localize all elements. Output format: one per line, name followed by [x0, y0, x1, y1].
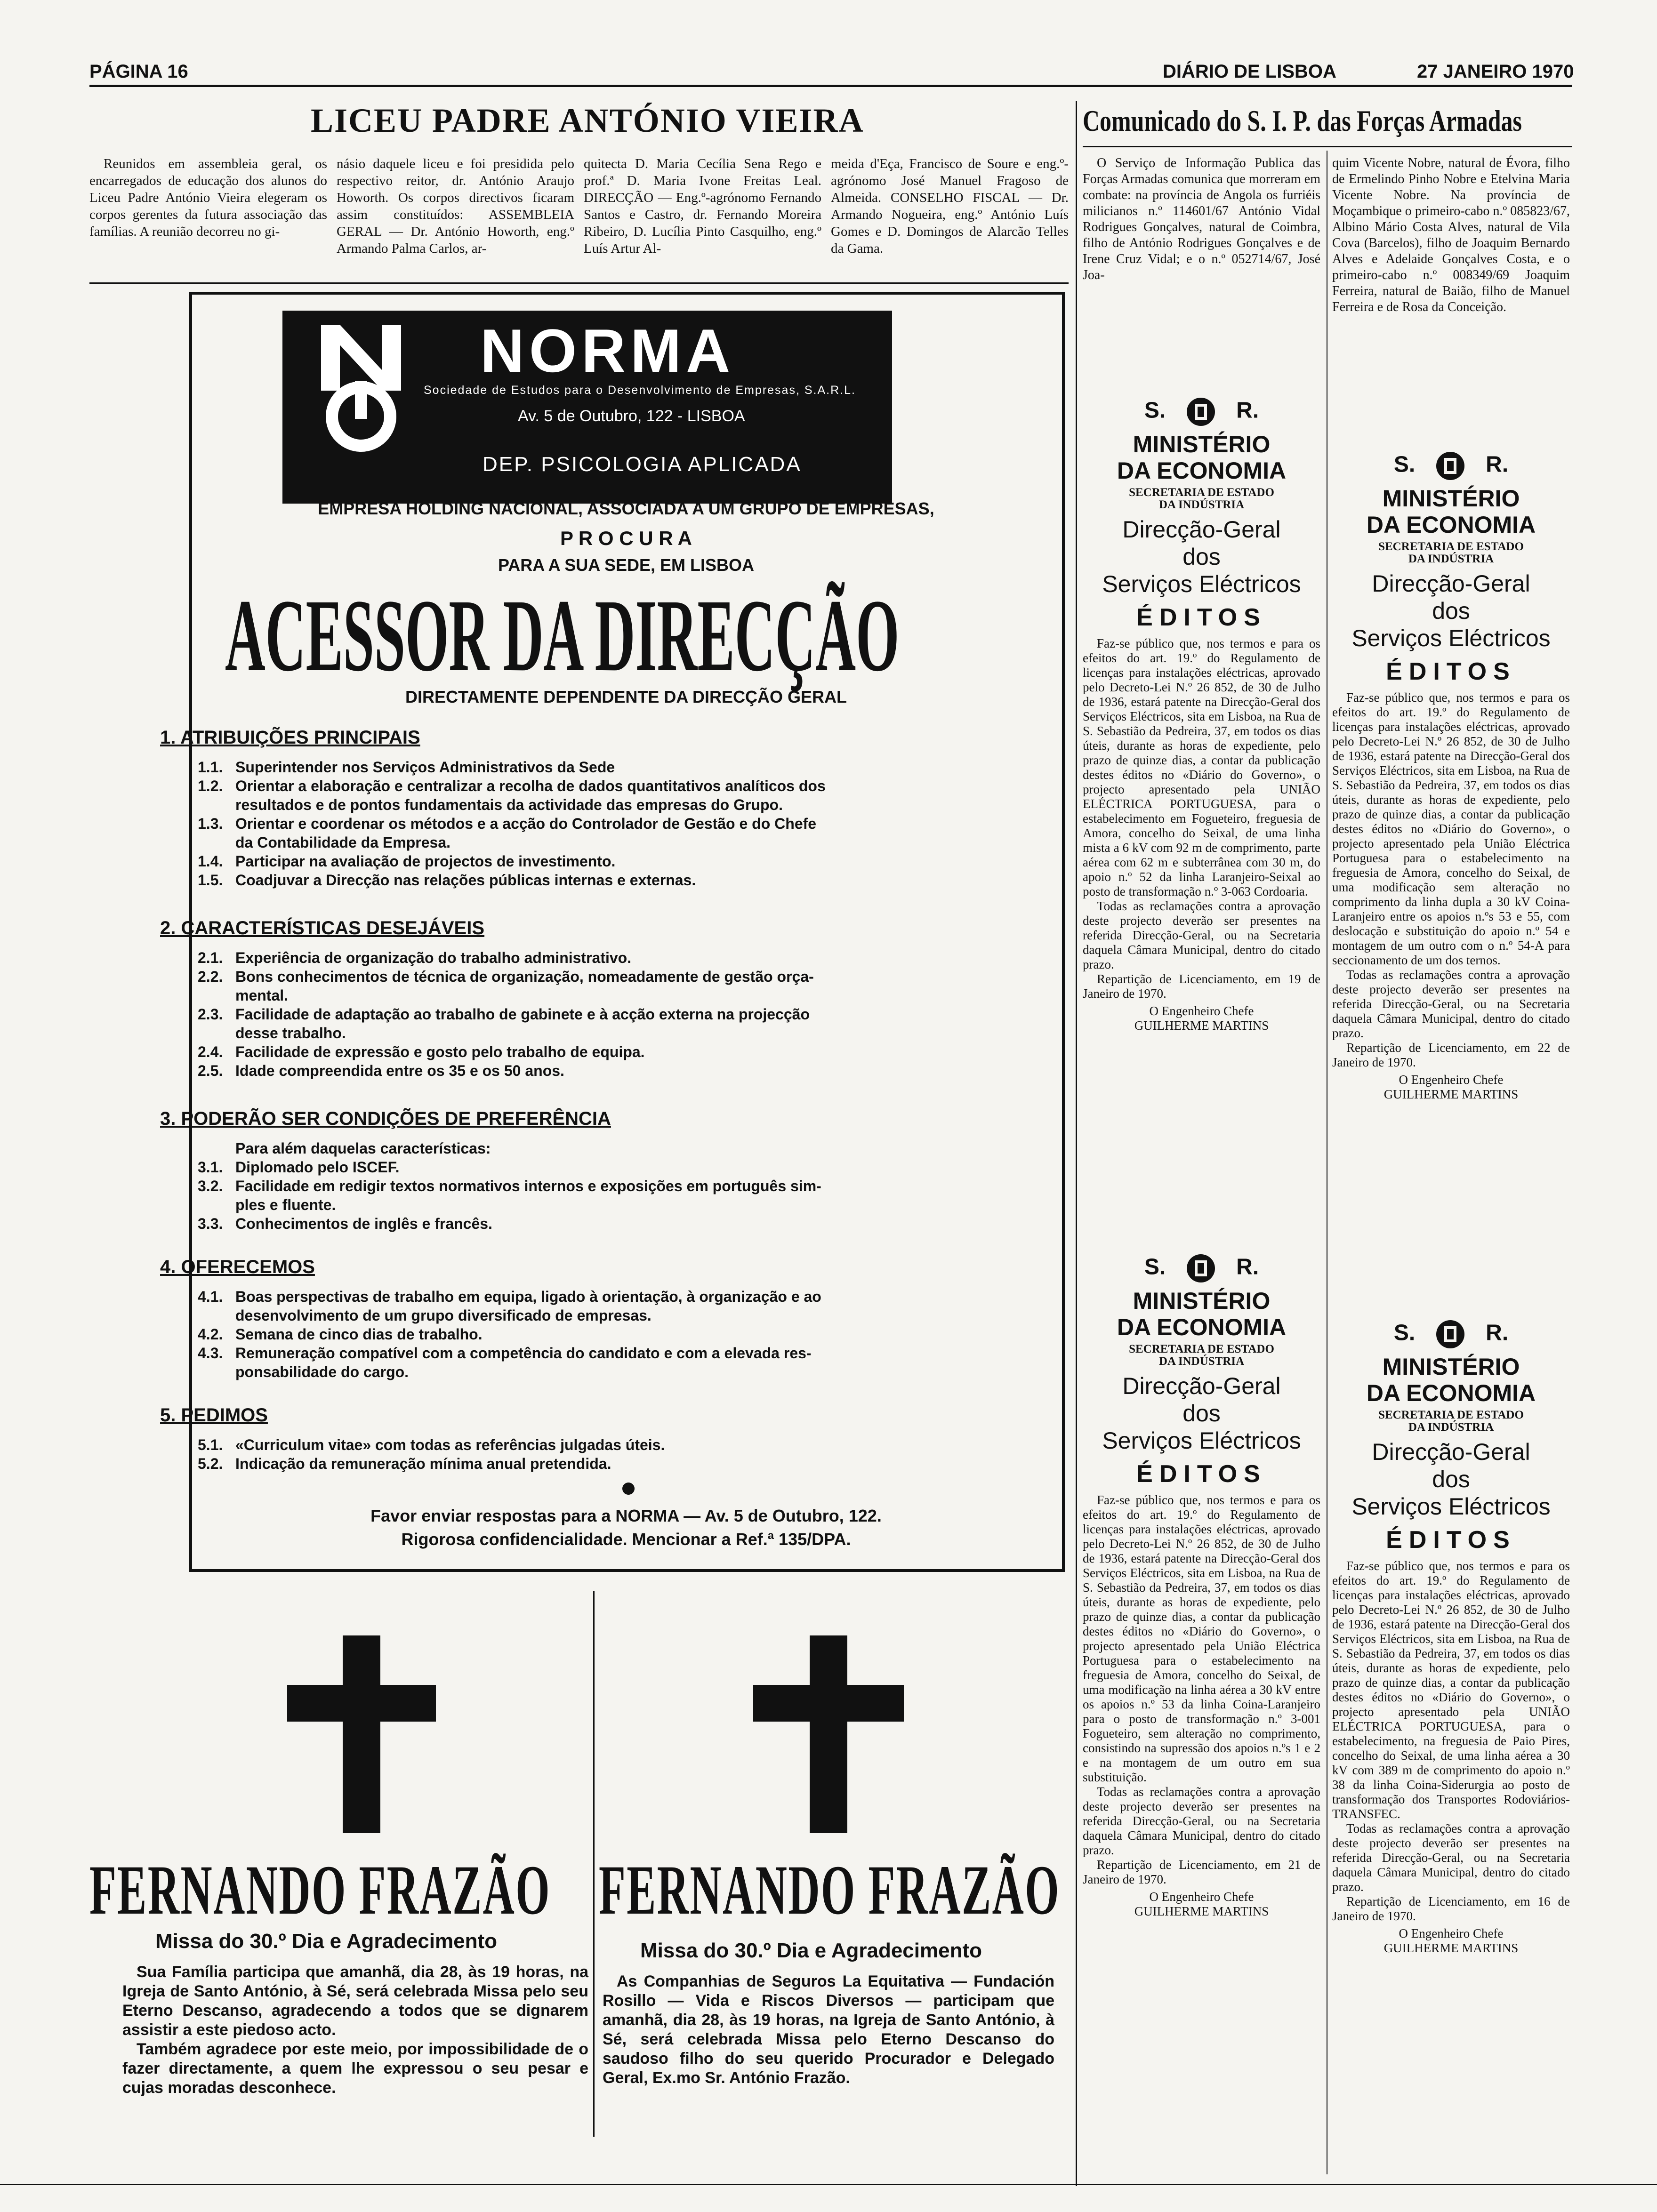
list-item [198, 1177, 1045, 1195]
item-text: Coadjuvar a Direcção nas relações públicas internas e externas. [235, 872, 696, 889]
page-number: PÁGINA 16 [89, 61, 188, 82]
ad-intro: EMPRESA HOLDING NACIONAL, ASSOCIADA A UM GRUPO DE EMPRESAS, [318, 499, 934, 518]
item-text: Remuneração compatível com a competência do candidato e com a elevada res- [235, 1345, 812, 1362]
newspaper-name: DIÁRIO DE LISBOA [1163, 61, 1336, 82]
edito-ministerio: MINISTÉRIO [1382, 1354, 1520, 1380]
item-text: Superintender nos Serviços Administrativos da Sede [235, 759, 615, 776]
norma-address: Av. 5 de Outubro, 122 - LISBOA [518, 407, 745, 425]
bullet-dot [622, 1483, 635, 1495]
list-item [198, 814, 1045, 833]
item-number: 3.3. [198, 1215, 223, 1232]
coat-of-arms-icon [1434, 1318, 1467, 1351]
section-2-heading: 2. CARACTERÍSTICAS DESEJÁVEIS [160, 918, 485, 938]
list-item [198, 1287, 1045, 1306]
column-divider [1076, 101, 1077, 2186]
item-text: Boas perspectivas de trabalho em equipa, ligado à orientação, à organização e ao [235, 1288, 821, 1305]
edito-body [1332, 690, 1570, 1070]
edito-sr-line [1083, 1252, 1320, 1285]
item-text: Semana de cinco dias de trabalho. [235, 1326, 483, 1343]
ad-sede: PARA A SUA SEDE, EM LISBOA [498, 555, 755, 575]
list-item [198, 1061, 1045, 1080]
edito-ministerio: MINISTÉRIO [1382, 485, 1520, 512]
item-text: Facilidade em redigir textos normativos internos e exposições em português sim- [235, 1178, 821, 1194]
section-1-heading: 1. ATRIBUIÇÕES PRINCIPAIS [160, 727, 420, 748]
item-number: 1.2. [198, 777, 223, 794]
item-number: 1.5. [198, 872, 223, 889]
edito-secretaria: SECRETARIA DE ESTADO [1378, 1409, 1524, 1421]
item-text: Orientar e coordenar os métodos e a acção do Controlador de Gestão e do Chefe [235, 815, 817, 832]
edito-s: S. [1393, 452, 1416, 477]
item-text: Conhecimentos de inglês e francês. [235, 1215, 492, 1232]
item-text: Idade compreendida entre os 35 e os 50 anos. [235, 1062, 564, 1079]
edito-sr-line [1332, 1318, 1570, 1351]
cross-icon-bar [287, 1685, 436, 1722]
obituary-2-subtitle: Missa do 30.º Dia e Agradecimento [640, 1939, 982, 1962]
edito-servicos: Serviços Eléctricos [1102, 571, 1301, 597]
edito-dos: dos [1432, 598, 1470, 624]
list-item [198, 1306, 1045, 1325]
edito-body [1083, 1493, 1320, 1887]
page-bottom-rule [0, 2184, 1657, 2185]
edito-r: R. [1486, 452, 1509, 477]
liceu-col-4: meida d'Eça, Francisco de Soure e eng.º-agrónomo José Manuel Fragoso de Almeida. CONSELHO FISCAL — Dr. Armando Nogueira, eng.º António Luís Gomes e D. Domingos de Alarcão Telles da Gama. [831, 156, 1069, 256]
section-3-items [198, 1139, 1045, 1233]
liceu-col-1: Reunidos em assembleia geral, os encarregados de educação dos alunos do Liceu Padre António Vieira elegeram os corpos gerentes da futura associação das famílias. A reunião decorreu no gi- [89, 156, 327, 239]
comunicado-col-2: quim Vicente Nobre, natural de Évora, filho de Ermelindo Pinho Nobre e Etelvina Maria Vicente Nobre. Na província de Moçambique o primeiro-cabo n.º 085823/67, Albino Mário Costa Alves, natural de Vila Cova (Barcelos), filho de Joaquim Bernardo Alves e Adelaide Gonçalves Costa, e o primeiro-cabo n.º 008349/69 Joaquim Ferreira, natural de Baião, filho de Manuel Ferreira e de Rosa da Conceição. [1332, 156, 1570, 314]
section-4-heading: 4. OFERECEMOS [160, 1257, 315, 1277]
section-2-items [198, 948, 1045, 1080]
edito-r: R. [1236, 1254, 1259, 1280]
edito-r: R. [1236, 398, 1259, 423]
edito-paragraph: Todas as reclamações contra a aprovação deste projecto deverão ser presentes na referida Direcção-Geral, ou na Secretaria daquela Câmara Municipal, dentro do citado prazo. [1332, 968, 1570, 1040]
norma-brand: NORMA [480, 316, 735, 385]
edito-economia: DA ECONOMIA [1117, 1314, 1287, 1340]
item-number: 5.1. [198, 1436, 223, 1453]
edito-secretaria-2: DA INDÚSTRIA [1158, 498, 1245, 511]
liceu-bottom-rule [89, 282, 1069, 284]
edito-heading: ÉDITOS [1136, 604, 1267, 631]
edito-secretaria-2: DA INDÚSTRIA [1158, 1355, 1245, 1368]
item-text: desse trabalho. [235, 1025, 346, 1042]
list-item [198, 1158, 1045, 1177]
edito-date: Repartição de Licenciamento, em 16 de Janeiro de 1970. [1332, 1894, 1570, 1923]
edito-servicos: Serviços Eléctricos [1102, 1427, 1301, 1454]
edito-economia: DA ECONOMIA [1117, 457, 1287, 484]
item-number: 2.5. [198, 1062, 223, 1079]
edito-date: Repartição de Licenciamento, em 22 de Janeiro de 1970. [1332, 1041, 1570, 1069]
edito-ministerio: MINISTÉRIO [1133, 1288, 1271, 1314]
edito-ministerio: MINISTÉRIO [1133, 431, 1271, 457]
edito-paragraph: Faz-se público que, nos termos e para os efeitos do art. 19.º do Regulamento de licenças para instalações eléctricas, aprovado pelo Decreto-Lei N.º 26 852, de 30 de Julho de 1936, estará patente na Direcção-Geral dos Serviços Eléctricos, sita em Lisboa, na Rua de S. Sebastião da Pedreira, 37, em todos os dias úteis, durante as horas de expediente, pelo prazo de quinze dias, a contar da publicação destes éditos no «Diário do Governo», o projecto apresentado pela UNIÃO ELÉCTRICA PORTUGUESA, para o estabelecimento, na freguesia de Paio Pires, concelho do Seixal, de uma linha aérea a 30 kV com 389 m de comprimento do apoio n.º 38 da linha Coina-Siderurgia ao posto de transformação dos Transportes Rodoviários-TRANSFEC. [1332, 1559, 1570, 1821]
list-item [198, 1325, 1045, 1344]
item-text: Facilidade de adaptação ao trabalho de gabinete e à acção externa na projecção [235, 1006, 810, 1023]
section-1-items [198, 758, 1045, 890]
item-text: ponsabilidade do cargo. [235, 1363, 409, 1380]
edito-paragraph: Faz-se público que, nos termos e para os efeitos do art. 19.º do Regulamento de licenças para instalações eléctricas, aprovado pelo Decreto-Lei N.º 26 852, de 30 de Julho de 1936, estará patente na Direcção-Geral dos Serviços Eléctricos, sita em Lisboa, na Rua de S. Sebastião da Pedreira, 37, em todos os dias úteis, durante as horas de expediente, pelo prazo de quinze dias, a contar da publicação destes éditos no «Diário do Governo», o projecto apresentado pela UNIÃO ELÉCTRICA PORTUGUESA, para o estabelecimento em Fogueteiro, freguesia de Amora, concelho do Seixal, de uma linha mista a 6 kV com 92 m de comprimento, parte aérea com 62 m e subterrânea com 30 m, do apoio n.º 52 da linha Laranjeiro-Seixal ao posto de transformação n.º 3-063 Cordoaria. [1083, 636, 1320, 898]
ad-procura: P R O C U R A [560, 527, 692, 549]
item-number: 2.1. [198, 949, 223, 966]
comunicado-col-1: O Serviço de Informação Publica das Forças Armadas comunica que morreram em combate: na província de Angola os furriéis milicianos n.º 114601/67 António Vidal Rodrigues Gonçalves, natural de Coimbra, filho de António Rodrigues Gonçalves e de Irene Cruz Vidal; e o n.º 052714/67, José Joa- [1083, 156, 1320, 282]
norma-subtitle: Sociedade de Estudos para o Desenvolvimento de Empresas, S.A.R.L. [424, 384, 856, 397]
section-4-items [198, 1287, 1045, 1381]
header-rule [89, 85, 1572, 87]
list-item [198, 1344, 1045, 1362]
section-3-heading: 3. PODERÃO SER CONDIÇÕES DE PREFERÊNCIA [160, 1108, 611, 1129]
list-item [198, 795, 1045, 814]
edito-4 [1332, 1318, 1570, 1956]
item-text: mental. [235, 987, 289, 1004]
obituary-1-name: FERNANDO FRAZÃO [89, 1851, 551, 1929]
list-item [198, 1042, 1045, 1061]
comunicado-rule [1083, 146, 1572, 147]
item-number: 1.4. [198, 853, 223, 870]
edito-body [1083, 636, 1320, 1001]
list-item [198, 1454, 1045, 1473]
item-number: 5.2. [198, 1455, 223, 1472]
list-item [198, 1195, 1045, 1214]
edito-date: Repartição de Licenciamento, em 21 de Janeiro de 1970. [1083, 1858, 1320, 1886]
item-text: da Contabilidade da Empresa. [235, 834, 450, 851]
item-text: resultados e de pontos fundamentais da actividade das empresas do Grupo. [235, 796, 783, 813]
obituary-2-name: FERNANDO FRAZÃO [599, 1851, 1061, 1929]
edito-secretaria-2: DA INDÚSTRIA [1408, 553, 1494, 565]
list-item [198, 852, 1045, 871]
edito-economia: DA ECONOMIA [1366, 512, 1536, 538]
edito-secretaria-2: DA INDÚSTRIA [1408, 1421, 1494, 1434]
edito-signature: GUILHERME MARTINS [1384, 1087, 1519, 1101]
edito-sr-line [1332, 449, 1570, 482]
edito-3 [1083, 1252, 1320, 1919]
cross-icon [810, 1635, 847, 1833]
obituary-1-text: Sua Família participa que amanhã, dia 28, às 19 horas, na Igreja de Santo António, à Sé, será celebrada Missa pelo seu Eterno Descanso, agradecendo a todos que se dignarem assistir a este piedoso acto. Também agradece por este meio, por impossibilidade de o fazer directamente, a quem lhe expressou o seu pesar e cujas moradas desconhece. [122, 1963, 588, 2097]
item-text: Para além daquelas características: [235, 1140, 491, 1157]
item-text: ples e fluente. [235, 1196, 336, 1213]
item-number: 3.2. [198, 1178, 223, 1194]
obituary-2-text: As Companhias de Seguros La Equitativa — Fundación Rosillo — Vida e Riscos Diversos — participam que amanhã, dia 28, às 19 horas, na Igreja de Santo António, à Sé, será celebrada Missa pelo Eterno Descanso do saudoso filho do seu querido Procurador e Delegado Geral, Ex.mo Sr. António Frazão. [603, 1972, 1054, 2087]
item-number: 2.4. [198, 1043, 223, 1060]
edito-direccao: Direcção-Geral [1122, 1373, 1281, 1399]
item-text: Diplomado pelo ISCEF. [235, 1159, 400, 1176]
edito-r: R. [1486, 1320, 1509, 1346]
edito-secretaria: SECRETARIA DE ESTADO [1378, 540, 1524, 553]
item-text: Indicação da remuneração mínima anual pretendida. [235, 1455, 611, 1472]
edito-2 [1332, 449, 1570, 1102]
item-text: desenvolvimento de um grupo diversificado de empresas. [235, 1307, 652, 1324]
item-number: 2.2. [198, 968, 223, 985]
issue-date: 27 JANEIRO 1970 [1417, 61, 1574, 82]
list-item [198, 986, 1045, 1005]
item-text: Experiência de organização do trabalho administrativo. [235, 949, 632, 966]
edito-paragraph: Todas as reclamações contra a aprovação deste projecto deverão ser presentes na referida Direcção-Geral, ou na Secretaria daquela Câmara Municipal, dentro do citado prazo. [1083, 1785, 1320, 1857]
list-item [198, 871, 1045, 890]
list-item [198, 1005, 1045, 1024]
edito-direccao: Direcção-Geral [1372, 570, 1530, 597]
edito-secretaria: SECRETARIA DE ESTADO [1129, 1343, 1274, 1355]
edito-s: S. [1393, 1320, 1416, 1346]
item-number: 1.1. [198, 759, 223, 776]
item-number: 2.3. [198, 1006, 223, 1023]
norma-logo-icon [312, 325, 410, 452]
list-item [198, 1214, 1045, 1233]
ad-footer-1: Favor enviar respostas para a NORMA — Av. 5 de Outubro, 122. [370, 1506, 882, 1525]
edito-s: S. [1144, 1254, 1166, 1280]
edito-economia: DA ECONOMIA [1366, 1380, 1536, 1406]
cross-icon [343, 1635, 380, 1833]
coat-of-arms-icon [1434, 449, 1467, 482]
section-5-heading: 5. PEDIMOS [160, 1405, 268, 1426]
edito-paragraph: Faz-se público que, nos termos e para os efeitos do art. 19.º do Regulamento de licenças para instalações eléctricas, aprovado pelo Decreto-Lei N.º 26 852, de 30 de Julho de 1936, estará patente na Direcção-Geral dos Serviços Eléctricos, sita em Lisboa, na Rua de S. Sebastião da Pedreira, 37, em todos os dias úteis, durante as horas de expediente, pelo prazo de quinze dias, a contar da publicação destes éditos no «Diário do Governo», o projecto apresentado pela União Eléctrica Portuguesa para o estabelecimento na freguesia de Amora, concelho do Seixal, de uma modificação na linha aérea a 30 kV entre os apoios n.º 53 da linha Coina-Laranjeiro para o posto de transformação n.º 3-001 Fogueteiro, sem alteração no comprimento, consistindo na supressão dos apoios n.ºs 1 e 2 e na montagem de um outro em sua substituição. [1083, 1493, 1320, 1784]
norma-dept: DEP. PSICOLOGIA APLICADA [483, 453, 802, 476]
liceu-headline: LICEU PADRE ANTÓNIO VIEIRA [311, 102, 864, 139]
item-number: 4.1. [198, 1288, 223, 1305]
list-item [198, 758, 1045, 777]
edito-engineer: O Engenheiro Chefe [1399, 1926, 1504, 1940]
liceu-col-3: quitecta D. Maria Cecília Sena Rego e prof.ª D. Maria Ivone Freitas Leal. DIRECÇÃO — Eng.º-agrónomo Fernando Santos e Castro, dr. Fernando Moreira Ribeiro, D. Lucília Pinto Casquilho, eng.º Luís Artur Al- [584, 156, 821, 256]
edito-engineer: O Engenheiro Chefe [1149, 1890, 1254, 1904]
edito-dos: dos [1182, 544, 1221, 570]
edito-engineer: O Engenheiro Chefe [1149, 1004, 1254, 1018]
edito-paragraph: Faz-se público que, nos termos e para os efeitos do art. 19.º do Regulamento de licenças para instalações eléctricas, aprovado pelo Decreto-Lei N.º 26 852, de 30 de Julho de 1936, estará patente na Direcção-Geral dos Serviços Eléctricos, sita em Lisboa, na Rua de S. Sebastião da Pedreira, 37, em todos os dias úteis, durante as horas de expediente, pelo prazo de quinze dias, a contar da publicação destes éditos no «Diário do Governo», o projecto apresentado pela União Eléctrica Portuguesa para o estabelecimento na freguesia de Amora, concelho do Seixal, de uma modificação sem alteração no comprimento da linha dupla a 30 kV Coina-Laranjeiro entre os apoios n.ºs 53 e 55, com deslocação e substituição do apoio n.º 54 e montagem de um outro com o n.º 54-A para seccionamento de um dos ternos. [1332, 690, 1570, 967]
edito-s: S. [1144, 398, 1166, 423]
obituary-divider [593, 1591, 595, 2137]
item-number: 1.3. [198, 815, 223, 832]
coat-of-arms-icon [1184, 395, 1217, 428]
list-item [198, 967, 1045, 986]
edito-paragraph: Todas as reclamações contra a aprovação deste projecto deverão ser presentes na referida Direcção-Geral, ou na Secretaria daquela Câmara Municipal, dentro do citado prazo. [1083, 899, 1320, 971]
edito-signature: GUILHERME MARTINS [1134, 1018, 1269, 1033]
edito-servicos: Serviços Eléctricos [1351, 1493, 1551, 1520]
edito-heading: ÉDITOS [1386, 658, 1516, 685]
edito-signature: GUILHERME MARTINS [1384, 1941, 1519, 1955]
item-text: Facilidade de expressão e gosto pelo trabalho de equipa. [235, 1043, 645, 1060]
liceu-col-2: násio daquele liceu e foi presidida pelo respectivo reitor, dr. António Araujo Howorth. Os corpos directivos ficaram assim constituídos: ASSEMBLEIA GERAL — Dr. António Howorth, eng.º Armando Palma Carlos, ar- [337, 156, 574, 256]
edito-heading: ÉDITOS [1386, 1526, 1516, 1554]
edito-paragraph: Todas as reclamações contra a aprovação deste projecto deverão ser presentes na referida Direcção-Geral, ou na Secretaria daquela Câmara Municipal, dentro do citado prazo. [1332, 1821, 1570, 1894]
edito-direccao: Direcção-Geral [1122, 516, 1281, 543]
edito-dos: dos [1182, 1400, 1221, 1427]
item-text: Bons conhecimentos de técnica de organização, nomeadamente de gestão orça- [235, 968, 814, 985]
obituary-1-subtitle: Missa do 30.º Dia e Agradecimento [155, 1930, 497, 1953]
coat-of-arms-icon [1184, 1252, 1217, 1285]
item-number: 4.2. [198, 1326, 223, 1343]
edito-servicos: Serviços Eléctricos [1351, 625, 1551, 651]
item-number: 4.3. [198, 1345, 223, 1362]
list-item [198, 1139, 1045, 1158]
item-number: 3.1. [198, 1159, 223, 1176]
item-text: Orientar a elaboração e centralizar a recolha de dados quantitativos analíticos dos [235, 777, 826, 794]
edito-body [1332, 1559, 1570, 1923]
edito-direccao: Direcção-Geral [1372, 1439, 1530, 1465]
edito-sr-line [1083, 395, 1320, 428]
edito-1 [1083, 395, 1320, 1033]
list-item [198, 1435, 1045, 1454]
list-item [198, 1362, 1045, 1381]
item-text: «Curriculum vitae» com todas as referências julgadas úteis. [235, 1436, 665, 1453]
ad-footer-2: Rigorosa confidencialidade. Mencionar a Ref.ª 135/DPA. [401, 1530, 851, 1549]
edito-heading: ÉDITOS [1136, 1460, 1267, 1488]
item-text: Participar na avaliação de projectos de investimento. [235, 853, 616, 870]
cross-icon-bar [753, 1685, 904, 1722]
list-item [198, 833, 1045, 852]
comunicado-headline: Comunicado do S. I. P. das Forças Armadas [1083, 104, 1522, 137]
edito-engineer: O Engenheiro Chefe [1399, 1073, 1504, 1087]
list-item [198, 1024, 1045, 1042]
list-item [198, 948, 1045, 967]
edito-date: Repartição de Licenciamento, em 19 de Janeiro de 1970. [1083, 972, 1320, 1001]
edito-dos: dos [1432, 1466, 1470, 1492]
list-item [198, 777, 1045, 795]
ad-job-title: ACESSOR DA DIRECÇÃO [225, 578, 900, 693]
edito-signature: GUILHERME MARTINS [1134, 1904, 1269, 1918]
section-5-items [198, 1435, 1045, 1473]
ad-dependent: DIRECTAMENTE DEPENDENTE DA DIRECÇÃO GERAL [405, 687, 847, 706]
edito-secretaria: SECRETARIA DE ESTADO [1129, 486, 1274, 499]
